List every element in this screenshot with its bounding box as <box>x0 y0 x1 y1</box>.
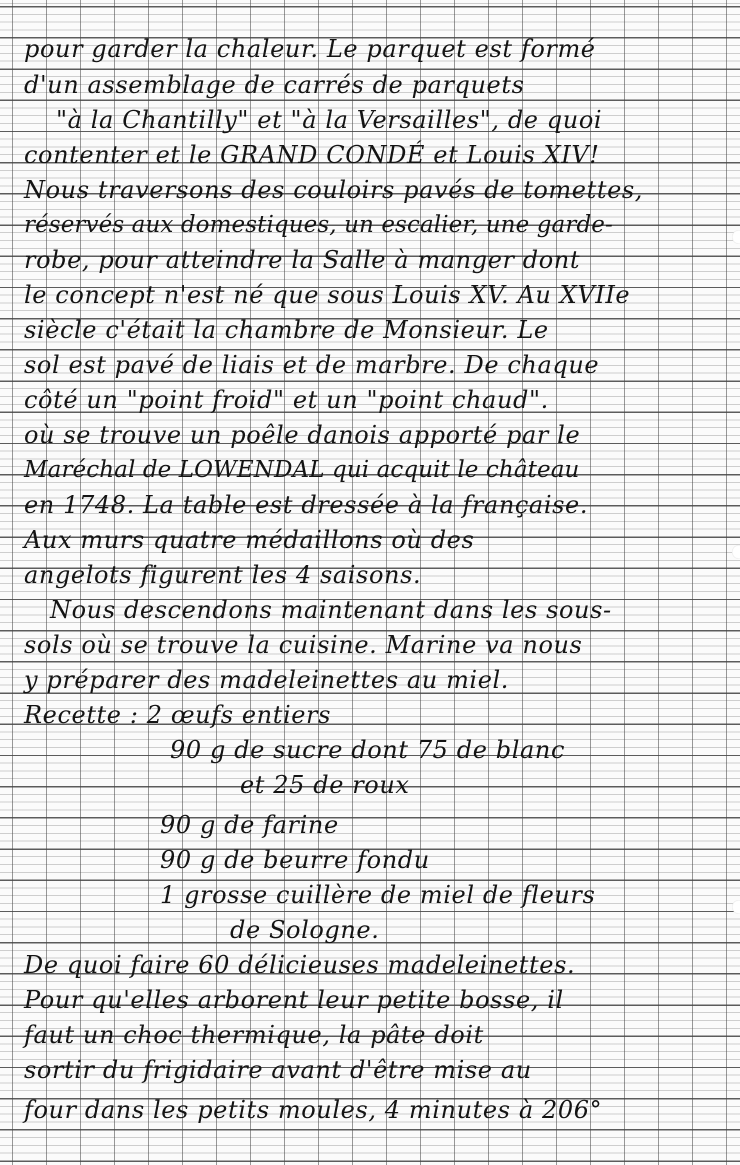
text-line: y préparer des madeleinettes au miel. <box>24 666 510 694</box>
text-line: faut un choc thermique, la pâte doit <box>24 1021 484 1049</box>
binder-hole <box>732 900 740 914</box>
recipe-ingredient: 90 g de sucre dont 75 de blanc <box>170 736 566 764</box>
text-line: le concept n'est né que sous Louis XV. Au XVIIe <box>24 281 631 309</box>
text-line: siècle c'était la chambre de Monsieur. Le <box>24 316 549 344</box>
text-line: sortir du frigidaire avant d'être mise au <box>24 1056 532 1084</box>
recipe-heading: Recette : 2 œufs entiers <box>24 701 332 729</box>
text-line: "à la Chantilly" et "à la Versailles", de quoi <box>56 106 603 134</box>
text-line: côté un "point froid" et un "point chaud". <box>24 386 549 414</box>
binder-hole <box>732 545 740 559</box>
text-line: pour garder la chaleur. Le parquet est formé <box>24 35 596 63</box>
text-line: Nous traversons des couloirs pavés de tomettes, <box>24 176 644 204</box>
text-line: angelots figurent les 4 saisons. <box>24 561 422 589</box>
binder-hole <box>732 230 740 244</box>
text-line: où se trouve un poêle danois apporté par le <box>24 421 581 449</box>
binder-holes <box>726 0 740 1165</box>
text-line: contenter et le GRAND CONDÉ et Louis XIV! <box>24 141 600 169</box>
recipe-ingredient: 1 grosse cuillère de miel de fleurs <box>160 881 596 909</box>
text-line: Maréchal de LOWENDAL qui acquit le château <box>24 457 580 483</box>
text-line: Aux murs quatre médaillons où des <box>24 526 475 554</box>
text-line: Nous descendons maintenant dans les sous- <box>50 596 612 624</box>
recipe-ingredient: de Sologne. <box>230 916 380 944</box>
text-line: réservés aux domestiques, un escalier, une garde- <box>24 212 613 238</box>
text-line: De quoi faire 60 délicieuses madeleinettes. <box>24 951 576 979</box>
recipe-ingredient: et 25 de roux <box>240 771 410 799</box>
text-line: d'un assemblage de carrés de parquets <box>24 71 525 99</box>
recipe-ingredient: 90 g de beurre fondu <box>160 846 430 874</box>
text-line: sols où se trouve la cuisine. Marine va nous <box>24 631 583 659</box>
text-line: robe, pour atteindre la Salle à manger dont <box>24 246 581 274</box>
text-line: four dans les petits moules, 4 minutes à 206° <box>24 1096 603 1124</box>
text-line: en 1748. La table est dressée à la française. <box>24 491 589 519</box>
recipe-ingredient: 90 g de farine <box>160 811 339 839</box>
text-line: Pour qu'elles arborent leur petite bosse, il <box>24 986 564 1014</box>
text-line: sol est pavé de liais et de marbre. De chaque <box>24 351 600 379</box>
